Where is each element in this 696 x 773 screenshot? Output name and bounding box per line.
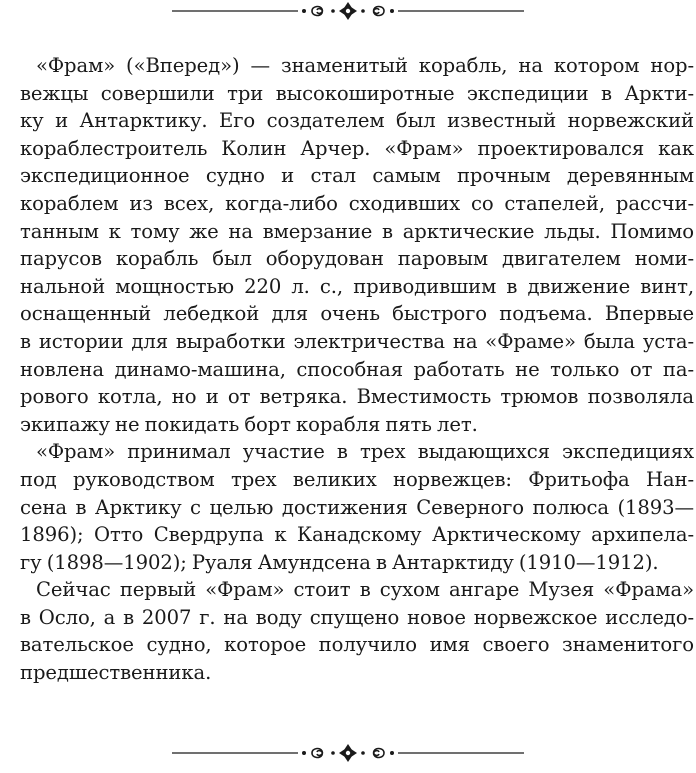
text-line: парусов корабль был оборудован паровым двигателем номи- xyxy=(20,247,694,271)
text-line: «Фрам» принимал участие в трех выдающихся экспедициях xyxy=(36,440,694,464)
text-line: под руководством трех великих норвежцев: Фритьофа Нан- xyxy=(20,467,694,491)
text-line: «Фрам» («Вперед») — знаменитый корабль, на котором нор- xyxy=(36,54,694,77)
text-line: нальной мощностью 220 л. с., приводившим в движение винт, xyxy=(20,274,694,298)
text-line: оснащенный лебедкой для очень быстрого подъема. Впервые xyxy=(20,302,694,326)
text-line: новлена динамо-машина, способная работать не только от па- xyxy=(20,357,694,381)
paragraph-2 xyxy=(2,438,694,576)
paragraph-1 xyxy=(2,52,694,438)
paragraph-3 xyxy=(2,576,694,686)
text-line: вежцы совершили три высокоширотные экспедиции в Аркти- xyxy=(20,81,694,105)
text-line: в истории для выработки электричества на «Фраме» была уста- xyxy=(20,329,694,353)
article-body xyxy=(2,52,694,687)
text-line: 1896); Отто Свердрупа к Канадскому Арктическому архипела- xyxy=(20,523,694,547)
text-line: рового котла, но и от ветряка. Вместимость трюмов позволяла xyxy=(20,385,694,409)
text-line: экипажу не покидать борт корабля пять лет. xyxy=(20,412,478,436)
text-line: гу (1898—1902); Руаля Амундсена в Антарктиду (1910—1912). xyxy=(20,550,659,574)
text-line: кораблем из всех, когда-либо сходивших со стапелей, рассчи- xyxy=(20,191,694,215)
bottom-ornament-divider xyxy=(0,743,696,763)
text-line: вательское судно, которое получило имя своего знаменитого xyxy=(20,633,694,657)
text-line: в Осло, а в 2007 г. на воду спущено новое норвежское исследо- xyxy=(20,605,694,629)
text-line: сена в Арктику с целью достижения Северного полюса (1893— xyxy=(20,495,694,519)
text-line: танным к тому же на вмерзание в арктические льды. Помимо xyxy=(20,219,694,243)
top-ornament-divider xyxy=(0,1,696,21)
text-line: Сейчас первый «Фрам» стоит в сухом ангаре Музея «Фрама» xyxy=(36,578,694,602)
text-line: экспедиционное судно и стал самым прочным деревянным xyxy=(20,164,694,188)
text-line: предшественника. xyxy=(20,661,212,685)
flourish-icon xyxy=(0,743,696,763)
text-line: ку и Антарктику. Его создателем был известный норвежский xyxy=(20,109,694,133)
text-line: кораблестроитель Колин Арчер. «Фрам» проектировался как xyxy=(20,136,694,160)
flourish-icon xyxy=(0,1,696,21)
